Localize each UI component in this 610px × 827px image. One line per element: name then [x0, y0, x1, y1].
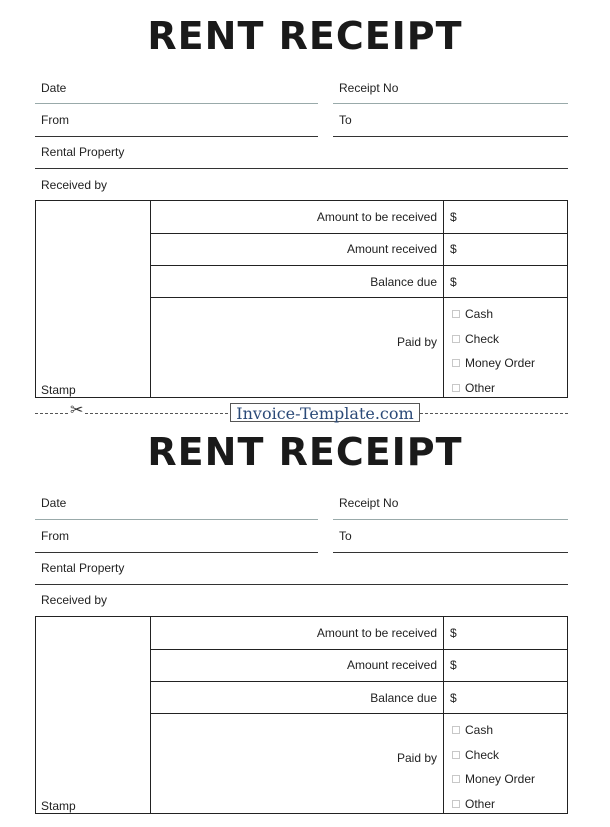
receipt-no-label: Receipt No [339, 496, 399, 510]
cash-option-label: Cash [465, 307, 494, 321]
cash-option-label: Cash [465, 723, 494, 737]
balance-due-field[interactable]: $ [450, 691, 457, 705]
paid-by-label: Paid by [396, 751, 437, 765]
amount-received-field[interactable]: $ [450, 658, 457, 672]
check-option-label: Check [465, 748, 500, 762]
payment-table [35, 616, 568, 814]
amount-to-be-received-label: Amount to be received [316, 626, 437, 640]
other-option-label: Other [465, 797, 496, 811]
row-divider [150, 297, 567, 298]
other-checkbox[interactable] [452, 800, 460, 808]
rental-property-label: Rental Property [41, 561, 125, 575]
money-order-checkbox[interactable] [452, 775, 460, 783]
row-divider [150, 681, 567, 682]
rental-property-field-line[interactable] [35, 168, 568, 169]
received-by-label: Received by [41, 178, 108, 192]
receipt-title: RENT RECEIPT [147, 14, 463, 58]
amount-received-label: Amount received [346, 658, 437, 672]
row-divider [150, 649, 567, 650]
payment-table [35, 200, 568, 398]
stamp-label: Stamp [41, 383, 76, 397]
amount-column-divider [443, 201, 444, 397]
other-checkbox[interactable] [452, 384, 460, 392]
date-label: Date [41, 81, 67, 95]
to-field-line[interactable] [333, 552, 568, 553]
amount-received-label: Amount received [346, 242, 437, 256]
amount-to-be-received-field[interactable]: $ [450, 210, 457, 224]
receipt-title: RENT RECEIPT [147, 430, 463, 474]
cash-checkbox[interactable] [452, 310, 460, 318]
rental-property-field-line[interactable] [35, 584, 568, 585]
money-order-option-label: Money Order [465, 356, 536, 370]
money-order-option-label: Money Order [465, 772, 536, 786]
to-field-line[interactable] [333, 136, 568, 137]
amount-to-be-received-field[interactable]: $ [450, 626, 457, 640]
check-option-label: Check [465, 332, 500, 346]
date-field-line[interactable] [35, 103, 318, 104]
amount-column-divider [443, 617, 444, 813]
balance-due-label: Balance due [370, 275, 437, 289]
date-label: Date [41, 496, 67, 510]
received-by-label: Received by [41, 593, 108, 607]
stamp-label: Stamp [41, 799, 76, 813]
amount-received-field[interactable]: $ [450, 242, 457, 256]
cash-checkbox[interactable] [452, 726, 460, 734]
receipt-no-field-line[interactable] [333, 519, 568, 520]
receipt-no-field-line[interactable] [333, 103, 568, 104]
other-option-label: Other [465, 381, 496, 395]
to-label: To [339, 113, 352, 127]
watermark-link[interactable]: Invoice-Template.com [230, 403, 420, 422]
stamp-column-divider [150, 201, 151, 397]
check-checkbox[interactable] [452, 335, 460, 343]
check-checkbox[interactable] [452, 751, 460, 759]
scissors-icon: ✂ [70, 402, 84, 419]
balance-due-label: Balance due [370, 691, 437, 705]
row-divider [150, 265, 567, 266]
rent-receipt-2 [0, 416, 610, 826]
balance-due-field[interactable]: $ [450, 275, 457, 289]
date-field-line[interactable] [35, 519, 318, 520]
row-divider [150, 233, 567, 234]
rent-receipt-1 [0, 0, 610, 410]
rental-property-label: Rental Property [41, 145, 125, 159]
from-label: From [41, 529, 69, 543]
row-divider [150, 713, 567, 714]
from-label: From [41, 113, 69, 127]
receipt-no-label: Receipt No [339, 81, 399, 95]
stamp-column-divider [150, 617, 151, 813]
amount-to-be-received-label: Amount to be received [316, 210, 437, 224]
money-order-checkbox[interactable] [452, 359, 460, 367]
from-field-line[interactable] [35, 552, 318, 553]
from-field-line[interactable] [35, 136, 318, 137]
to-label: To [339, 529, 352, 543]
paid-by-label: Paid by [396, 335, 437, 349]
